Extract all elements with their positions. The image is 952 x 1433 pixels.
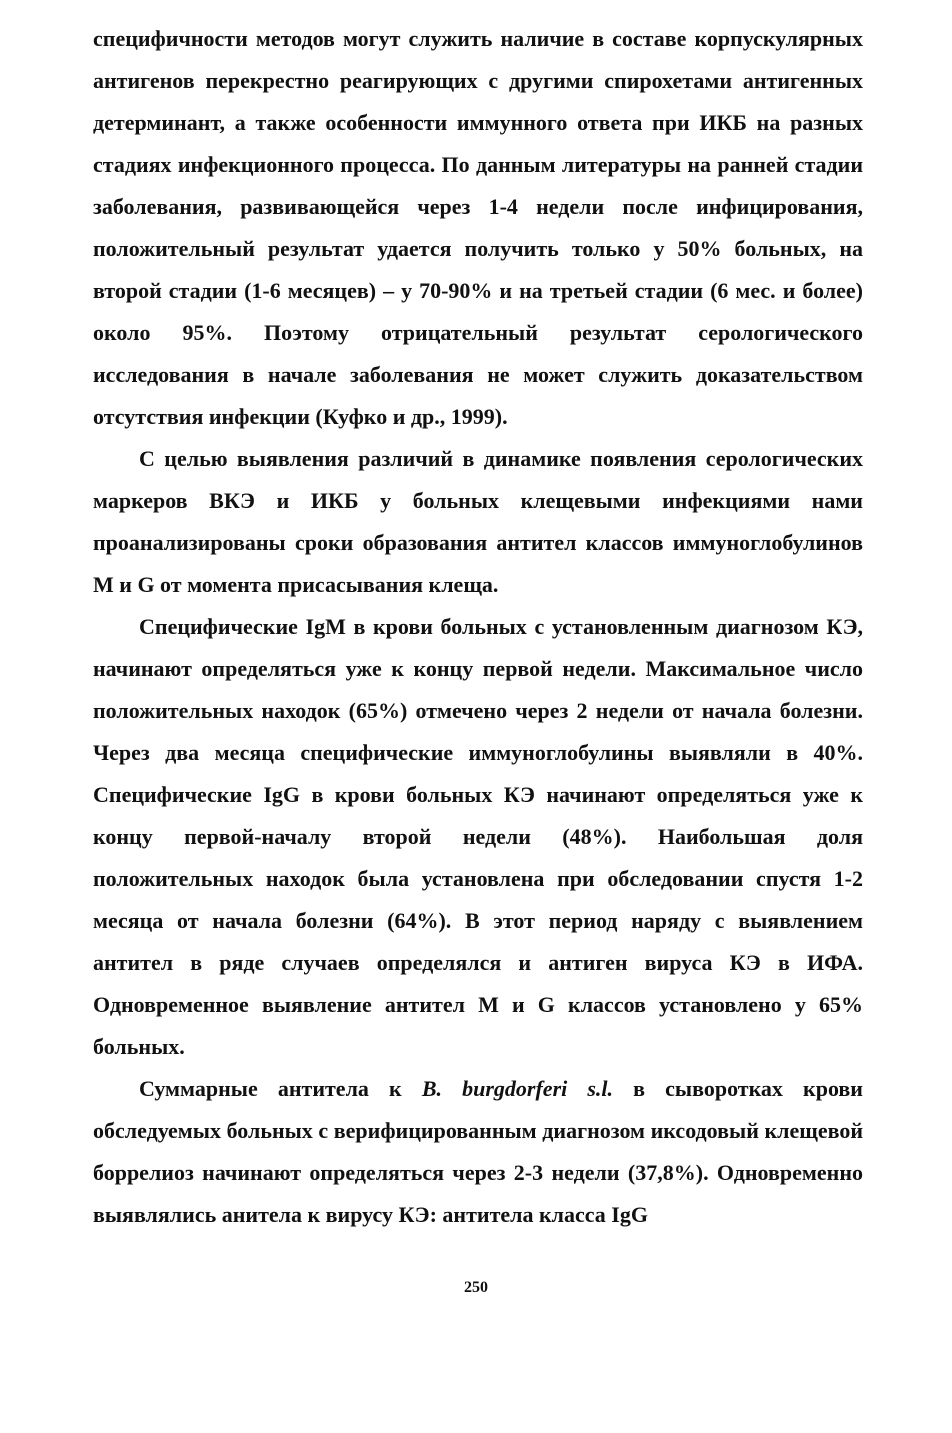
paragraph-1: специфичности методов могут служить наличие в составе корпускулярных антигенов перекрестно реагирующих с другими спирохетами антигенных детерминант, а также особенности иммунного ответа при ИКБ на разных стадиях инфекционного процесса. По данным литературы на ранней стадии заболевания, развивающейся через 1-4 недели после инфицирования, положительный результат удается получить только у 50% больных, на второй стадии (1-6 месяцев) – у 70-90% и на третьей стадии (6 мес. и более) около 95%. Поэтому отрицательный результат серологического исследования в начале заболевания не может служить доказательством отсутствия инфекции (Куфко и др., 1999). xyxy=(93,26,863,429)
paragraph-4 xyxy=(93,1068,863,1236)
paragraph-2: С целью выявления различий в динамике появления серологических маркеров ВКЭ и ИКБ у больных клещевыми инфекциями нами проанализированы сроки образования антител классов иммуноглобулинов М и G от момента присасывания клеща. xyxy=(93,446,863,597)
paragraph-4-start: Суммарные антитела к xyxy=(139,1076,422,1101)
paragraph-3: Специфические IgM в крови больных с установленным диагнозом КЭ, начинают определяться уже к концу первой недели. Максимальное число положительных находок (65%) отмечено через 2 недели от начала болезни. Через два месяца специфические иммуноглобулины выявляли в 40%. Специфические IgG в крови больных КЭ начинают определяться уже к концу первой-началу второй недели (48%). Наибольшая доля положительных находок была установлена при обследовании спустя 1-2 месяца от начала болезни (64%). В этот период наряду с выявлением антител в ряде случаев определялся и антиген вируса КЭ в ИФА. Одновременное выявление антител М и G классов установлено у 65% больных. xyxy=(93,614,863,1059)
paragraph-4-end: в сыворотках крови обследуемых больных с верифицированным диагнозом иксодовый клещевой боррелиоз начинают определяться через 2-3 недели (37,8%). Одновременно выявлялись анитела к вирусу КЭ: антитела класса IgG xyxy=(93,1076,863,1227)
page-number: 250 xyxy=(464,1279,488,1296)
species-name: B. burgdorferi s.l. xyxy=(421,1076,614,1101)
document-body xyxy=(93,18,863,1236)
